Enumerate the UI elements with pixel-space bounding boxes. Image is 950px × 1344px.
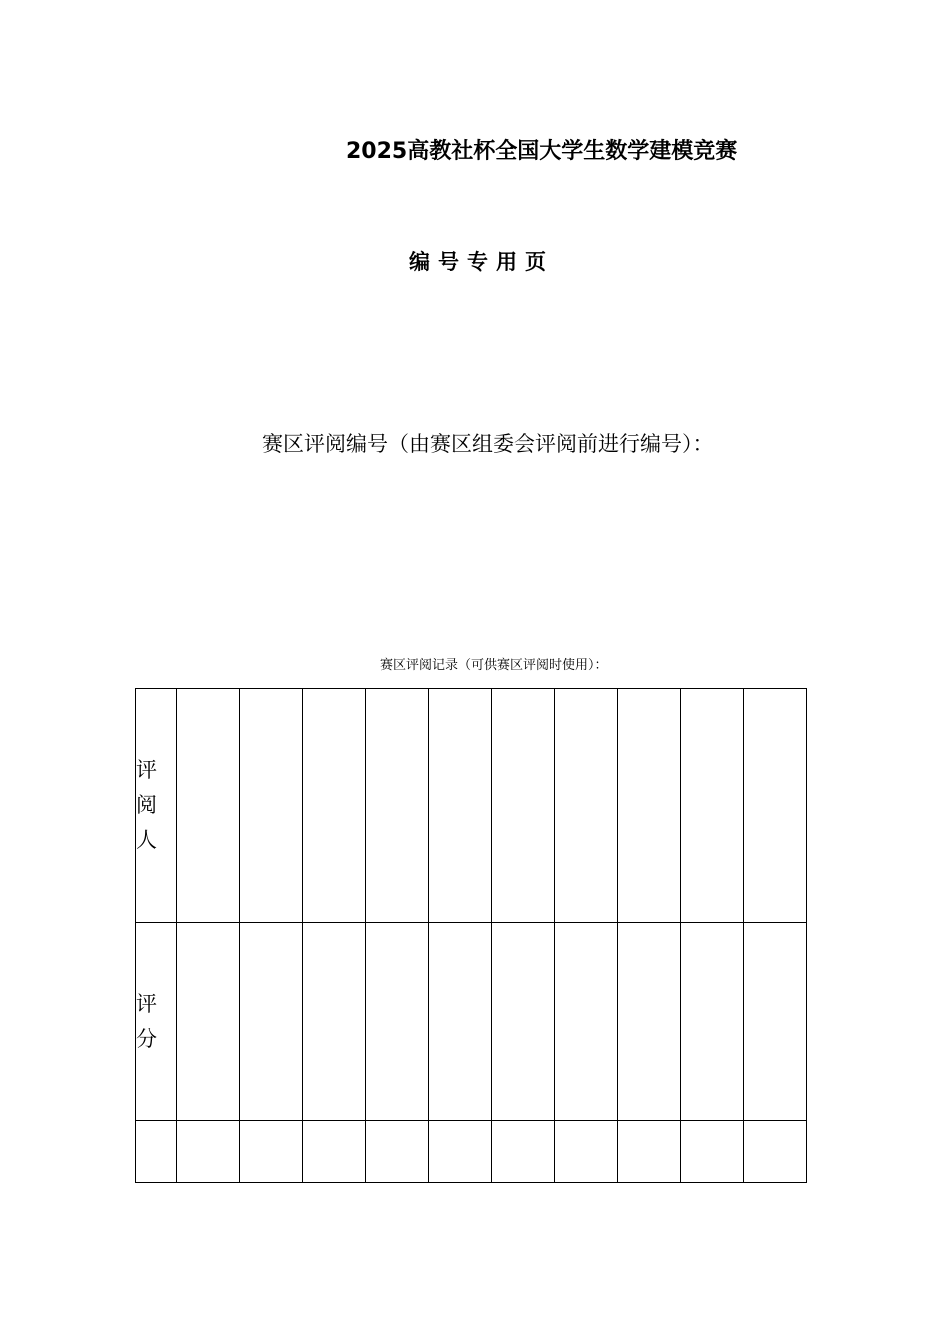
- page-subtitle: 编号专用页: [409, 250, 554, 274]
- review-entry-cell[interactable]: [744, 689, 807, 923]
- row-label-cell: [136, 1121, 177, 1183]
- review-entry-cell[interactable]: [177, 923, 240, 1121]
- review-entry-cell[interactable]: [303, 1121, 366, 1183]
- row-label-char: 阅: [136, 793, 157, 817]
- review-entry-cell[interactable]: [177, 1121, 240, 1183]
- review-entry-cell[interactable]: [366, 1121, 429, 1183]
- review-entry-cell[interactable]: [681, 923, 744, 1121]
- review-entry-cell[interactable]: [618, 923, 681, 1121]
- review-entry-cell[interactable]: [240, 689, 303, 923]
- review-entry-cell[interactable]: [177, 689, 240, 923]
- review-entry-cell[interactable]: [744, 923, 807, 1121]
- page-title: 2025高教社杯全国大学生数学建模竞赛: [346, 139, 738, 164]
- review-entry-cell[interactable]: [555, 923, 618, 1121]
- review-entry-cell[interactable]: [492, 923, 555, 1121]
- review-entry-cell[interactable]: [555, 689, 618, 923]
- review-entry-cell[interactable]: [492, 1121, 555, 1183]
- review-record-table: [135, 688, 807, 1183]
- review-entry-cell[interactable]: [618, 689, 681, 923]
- review-entry-cell[interactable]: [240, 1121, 303, 1183]
- review-entry-cell[interactable]: [618, 1121, 681, 1183]
- review-entry-cell[interactable]: [681, 1121, 744, 1183]
- review-entry-cell[interactable]: [744, 1121, 807, 1183]
- review-entry-cell[interactable]: [429, 689, 492, 923]
- review-entry-cell[interactable]: [429, 923, 492, 1121]
- row-label-char: 评: [136, 991, 157, 1016]
- row-label-char: 人: [136, 828, 157, 852]
- review-entry-cell[interactable]: [303, 689, 366, 923]
- review-entry-cell[interactable]: [366, 923, 429, 1121]
- review-record-caption: 赛区评阅记录（可供赛区评阅时使用）：: [380, 658, 608, 673]
- row-label-cell: [136, 923, 177, 1121]
- division-review-number-label: 赛区评阅编号（由赛区组委会评阅前进行编号）：: [262, 432, 714, 456]
- review-entry-cell[interactable]: [681, 689, 744, 923]
- table-row: [136, 923, 807, 1121]
- table-row: [136, 1121, 807, 1183]
- table-row: [136, 689, 807, 923]
- row-label-char: 分: [136, 1026, 157, 1051]
- review-entry-cell[interactable]: [303, 923, 366, 1121]
- review-entry-cell[interactable]: [429, 1121, 492, 1183]
- row-label-char: 评: [136, 758, 157, 782]
- review-entry-cell[interactable]: [240, 923, 303, 1121]
- review-entry-cell[interactable]: [366, 689, 429, 923]
- review-entry-cell[interactable]: [492, 689, 555, 923]
- review-entry-cell[interactable]: [555, 1121, 618, 1183]
- row-label-cell: [136, 689, 177, 923]
